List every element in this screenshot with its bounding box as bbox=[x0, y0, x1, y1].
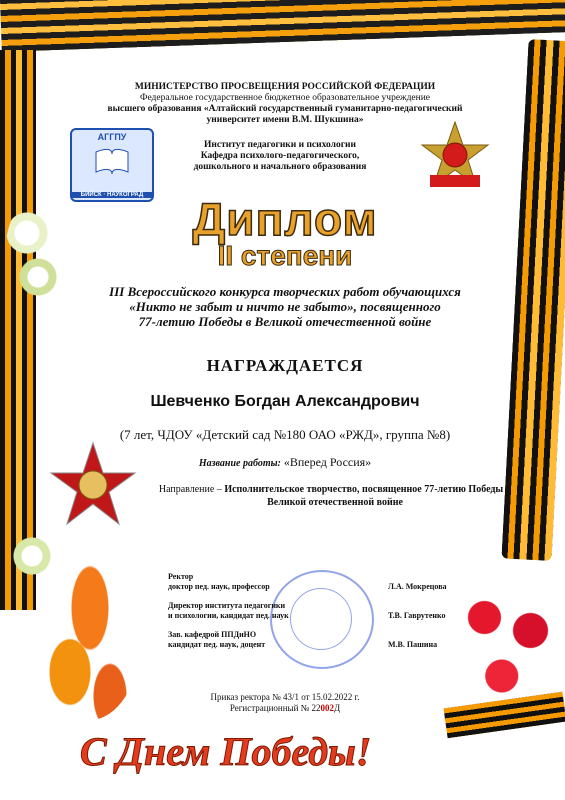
order-block bbox=[60, 692, 510, 714]
registration-line bbox=[60, 703, 510, 714]
contest-name bbox=[60, 284, 510, 329]
signature-degree: кандидат пед. наук, доцент bbox=[168, 640, 266, 649]
contest-line-1: III Всероссийского конкурса творческих работ обучающихся bbox=[109, 284, 461, 299]
institute-line-3: дошкольного и начального образования bbox=[193, 162, 367, 172]
registration-number-suffix: Д bbox=[334, 703, 341, 713]
signature-title: Зав. кафедрой ППДиНО bbox=[168, 630, 257, 639]
signature-rector bbox=[168, 572, 447, 592]
signature-title: Директор института педагогики bbox=[168, 601, 286, 610]
contest-line-3: 77-летию Победы в Великой отечественной войне bbox=[138, 314, 432, 329]
ministry-name: МИНИСТЕРСТВО ПРОСВЕЩЕНИЯ РОССИЙСКОЙ ФЕДЕРАЦИИ bbox=[134, 82, 436, 92]
institute-line-2: Кафедра психолого-педагогического, bbox=[200, 151, 360, 161]
signature-degree: и психологии, кандидат пед. наук bbox=[168, 611, 289, 620]
direction-text: Исполнительское творчество, посвященное 77-летию Победы в Великой отечественной войне bbox=[224, 484, 512, 508]
institute-block bbox=[170, 140, 390, 173]
diploma-title: Диплом bbox=[192, 193, 378, 245]
signature-name: Т.В. Гаврутенко bbox=[388, 611, 446, 620]
victory-day-banner: С Днем Победы! bbox=[80, 729, 372, 774]
work-title: «Вперед Россия» bbox=[283, 455, 372, 469]
signature-name: Л.А. Мокрецова bbox=[388, 582, 447, 591]
university-line-2: высшего образования «Алтайский государственный гуманитарно-педагогический bbox=[107, 104, 463, 114]
st-george-ribbon-top bbox=[0, 0, 565, 52]
registration-label: Регистрационный № bbox=[229, 703, 310, 713]
signature-director bbox=[168, 601, 446, 621]
university-line-1: Федеральное государственное бюджетное образовательное учреждение bbox=[139, 93, 431, 103]
diploma-degree: II степени bbox=[217, 240, 353, 271]
signature-name: М.В. Пашина bbox=[388, 640, 438, 649]
university-line-3: университет имени В.М. Шукшина» bbox=[206, 115, 364, 125]
contest-line-2: «Никто не забыт и ничто не забыто», посвященного bbox=[129, 299, 441, 314]
signature-head bbox=[168, 630, 438, 650]
institute-line-1: Институт педагогики и психологии bbox=[204, 140, 356, 150]
header-block bbox=[60, 82, 510, 126]
logo-bottom: БИЙСК · НАУКОГРАД bbox=[72, 192, 152, 198]
awarded-heading: НАГРАЖДАЕТСЯ bbox=[206, 356, 364, 375]
registration-number: 002 bbox=[320, 703, 334, 713]
red-star-order-icon bbox=[48, 440, 138, 530]
white-flowers-left bbox=[5, 200, 60, 310]
work-title-line bbox=[60, 455, 510, 470]
university-logo bbox=[70, 128, 154, 202]
signature-title: Ректор bbox=[168, 572, 194, 581]
logo-label: АГГПУ bbox=[97, 132, 127, 142]
recipient-details: (7 лет, ЧДОУ «Детский сад №180 ОАО «РЖД», группа №8) bbox=[119, 427, 451, 442]
work-label: Название работы: bbox=[198, 458, 281, 469]
recipient-name: Шевченко Богдан Александрович bbox=[150, 393, 420, 410]
signature-degree: доктор пед. наук, профессор bbox=[168, 582, 270, 591]
direction-label: Направление – bbox=[158, 484, 222, 495]
direction-line bbox=[140, 483, 530, 509]
registration-number-prefix: 22 bbox=[311, 703, 321, 713]
order-text: Приказ ректора № 43/1 от 15.02.2022 г. bbox=[210, 692, 360, 702]
open-book-icon bbox=[94, 146, 130, 176]
victory-order-icon bbox=[420, 120, 490, 190]
